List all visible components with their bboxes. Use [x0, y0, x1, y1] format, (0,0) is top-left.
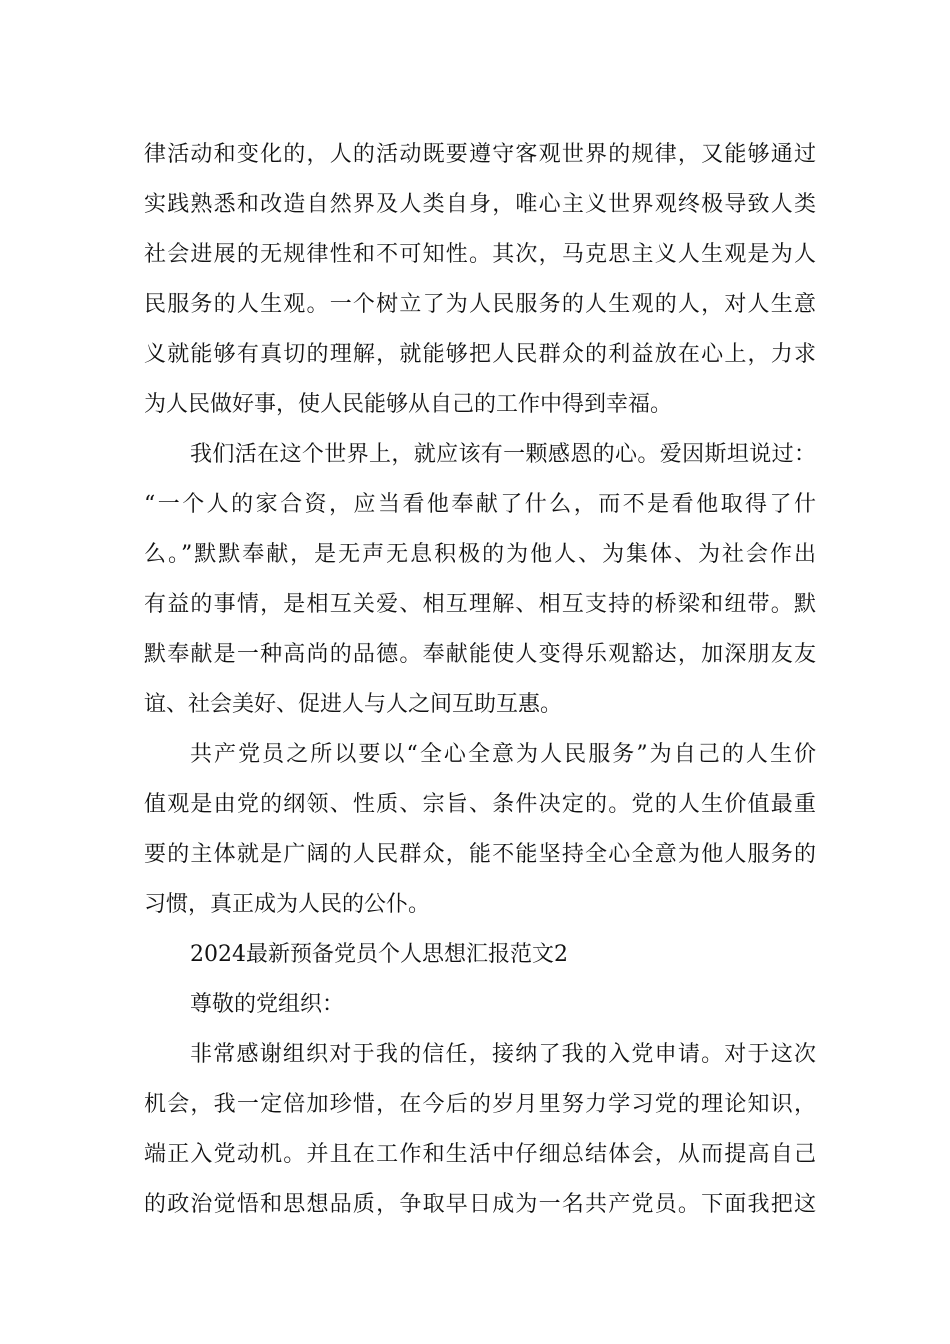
body-line: 谊、社会美好、促进人与人之间互助互惠。: [144, 692, 563, 717]
body-line: 端正入党动机。并且在工作和生活中仔细总结体会，从而提高自己: [144, 1142, 816, 1167]
body-line: 实践熟悉和改造自然界及人类自身，唯心主义世界观终极导致人类: [144, 192, 816, 217]
body-line: 的政治觉悟和思想品质，争取早日成为一名共产党员。下面我把这: [144, 1192, 816, 1217]
paragraph-first-line: 我们活在这个世界上，就应该有一颗感恩的心。爱因斯坦说过：: [190, 442, 816, 467]
document-body: [144, 130, 816, 1230]
body-line: 习惯，真正成为人民的公仆。: [144, 892, 431, 917]
body-line: 律活动和变化的，人的活动既要遵守客观世界的规律，又能够通过: [144, 142, 816, 167]
body-line: 机会，我一定倍加珍惜，在今后的岁月里努力学习党的理论知识，: [144, 1092, 816, 1117]
body-line: 默奉献是一种高尚的品德。奉献能使人变得乐观豁达，加深朋友友: [144, 642, 816, 667]
body-line: 么。”默默奉献，是无声无息积极的为他人、为集体、为社会作出: [144, 542, 816, 567]
body-line: 为人民做好事，使人民能够从自己的工作中得到幸福。: [144, 392, 673, 417]
body-line: 社会进展的无规律性和不可知性。其次，马克思主义人生观是为人: [144, 242, 816, 267]
body-line: 民服务的人生观。一个树立了为人民服务的人生观的人，对人生意: [144, 292, 816, 317]
body-line: 义就能够有真切的理解，就能够把人民群众的利益放在心上，力求: [144, 342, 816, 367]
paragraph-first-line: 非常感谢组织对于我的信任，接纳了我的入党申请。对于这次: [190, 1042, 816, 1067]
paragraph-first-line: 共产党员之所以要以“全心全意为人民服务”为自己的人生价: [190, 742, 816, 767]
section-title: 2024最新预备党员个人思想汇报范文2: [190, 942, 568, 967]
body-line: 有益的事情，是相互关爱、相互理解、相互支持的桥梁和纽带。默: [144, 592, 816, 617]
body-line: 要的主体就是广阔的人民群众，能不能坚持全心全意为他人服务的: [144, 842, 816, 867]
body-line: “一个人的家合资，应当看他奉献了什么，而不是看他取得了什: [144, 492, 816, 517]
body-line: 值观是由党的纲领、性质、宗旨、条件决定的。党的人生价值最重: [144, 792, 816, 817]
salutation: 尊敬的党组织：: [190, 992, 345, 1017]
